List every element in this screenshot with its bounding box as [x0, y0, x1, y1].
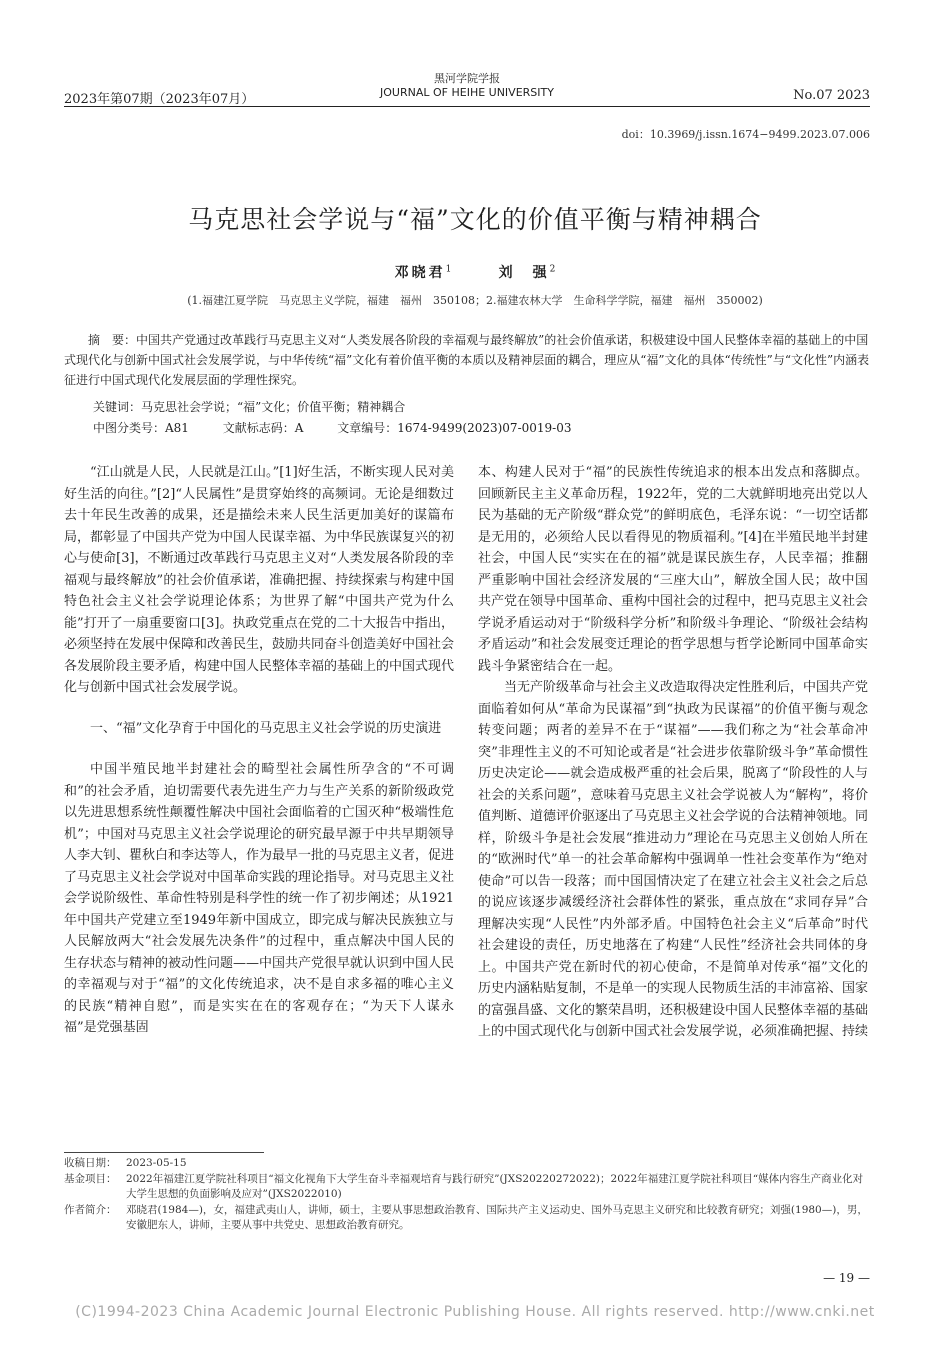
paper-title: 马克思社会学说与“福”文化的价值平衡与精神耦合: [188, 205, 762, 234]
right-column: [478, 462, 868, 1043]
received-date: [64, 1156, 870, 1172]
affiliation: (1.福建江夏学院 马克思主义学院，福建 福州 350108；2.福建农林大学 生命科学学院，福建 福州 350002): [187, 294, 763, 307]
fund-project-label: 基金项目：: [64, 1172, 117, 1185]
classification-line: [93, 419, 602, 436]
article-number: 文章编号：1674-9499(2023)07-0019-03: [337, 421, 572, 435]
received-date-value: 2023-05-15: [126, 1157, 187, 1169]
copyright-watermark: (C)1994-2023 China Academic Journal Electronic Publishing House. All rights reserved. http://www.cnki.net: [75, 1304, 875, 1320]
intro-paragraph: “江山就是人民，人民就是江山。”[1]好生活，不断实现人民对美好生活的向往。”[2]“人民属性”是贯穿始终的高频词。无论是细数过去十年民生改善的成果，还是描绘未来人民生活更加美好的谋篇布局，都彰显了中国共产党为中国人民谋幸福、为中华民族谋复兴的初心与使命[3]，不断通过改革践行马克思主义对“人类发展各阶段的幸福观与最终解放”的社会价值承诺，准确把握、持续探索与构建中国特色社会主义社会学说理论体系；为世界了解“中国共产党为什么能”打开了一扇重要窗口[3]。执政党重点在党的二十大报告中指出，必须坚持在发展中保障和改善民生，鼓励共同奋斗创造美好中国社会各发展阶段主要矛盾，构建中国人民整体幸福的基础上的中国式现代化与创新中国式社会发展学说。: [64, 465, 455, 695]
issue-label: 2023年第07期（2023年07月）: [64, 92, 255, 107]
journal-name-cn: 黑河学院学报: [434, 72, 500, 85]
fund-project-value: 2022年福建江夏学院社科项目“福文化视角下大学生奋斗幸福观培育与践行研究”(JXS20220272022)；2022年福建江夏学院社科项目“媒体内容生产商业化对大学生思想的负面影响及应对”(JXS2022010): [126, 1172, 864, 1200]
doi: doi：10.3969/j.issn.1674−9499.2023.07.006: [621, 128, 870, 141]
footnotes: [64, 1156, 870, 1234]
received-date-label: 收稿日期：: [64, 1157, 117, 1169]
abstract: 摘 要：中国共产党通过改革践行马克思主义对“人类发展各阶段的幸福观与最终解放”的社会价值承诺，积极建设中国人民整体幸福的基础上的中国式现代化与创新中国式社会发展学说，与中华传统“福”文化有着价值平衡的本质以及精神层面的耦合，理应从“福”文化的具体“传统性”与“文化性”内涵表征进行中国式现代化发展层面的学理性探究。: [64, 333, 870, 387]
section-heading-1: 一、“福”文化孕育于中国化的马克思主义社会学说的历史演进: [90, 720, 442, 736]
running-header: [64, 72, 870, 106]
fund-project: [64, 1172, 870, 1203]
header-divider: [64, 106, 870, 107]
body-paragraph: 当无产阶级革命与社会主义改造取得决定性胜利后，中国共产党面临着如何从“革命为民谋福”到“执政为民谋福”的价值平衡与观念转变问题；两者的差异不在于“谋福”——我们称之为“社会革命冲突”非理性主义的不可知论或者是“社会进步依靠阶级斗争”革命惯性历史决定论——就会造成极严重的社会后果，脱离了“阶段性的人与社会的关系问题”，意味着马克思主义社会学说被人为“解构”，将价值判断、道德评价驱逐出了马克思主义社会学说的合法精神领地。同样，阶级斗争是社会发展“推进动力”理论在马克思主义创始人所在的“欧洲时代”单一的社会革命解构中强调单一性社会变革作为“绝对使命”可以告一段落；而中国国情决定了在建立社会主义社会之后总的说应该逐步减缓经济社会群体性的紧张，重点放在“求同存异”合理解决实现“人民性”内外部矛盾。中国特色社会主义“后革命”时代社会建设的责任，历史地落在了构建“人民性”经济社会共同体的身上。中国共产党在新时代的初心使命，不是简单对传承“福”文化的历史内涵粘贴复制，不是单一的实现人民物质生活的丰沛富裕、国家的富强昌盛、文化的繁荣昌明，还积极建设中国人民整体幸福的基础上的中国式现代化与创新中国式社会发展学说，必须准确把握、持续: [478, 680, 869, 1039]
author-bio-label: 作者简介：: [64, 1203, 117, 1216]
author-1: 邓晓君: [394, 265, 446, 281]
keywords: 关键词：马克思社会学说；“福”文化；价值平衡；精神耦合: [93, 400, 406, 414]
body-paragraph: 本、构建人民对于“福”的民族性传统追求的根本出发点和落脚点。回顾新民主主义革命历程，1922年，党的二大就鲜明地亮出党以人民为基础的无产阶级“群众党”的鲜明底色，毛泽东说：“一切空话都是无用的，必须给人民以看得见的物质福利。”[4]在半殖民地半封建社会，中国人民“实实在在的福”就是谋民族生存，人民幸福；推翻严重影响中国社会经济发展的“三座大山”，解放全国人民；故中国共产党在领导中国革命、重构中国社会的过程中，把马克思主义社会学说矛盾运动对于“阶级科学分析”和阶级斗争理论、“阶级社会结构矛盾运动”和社会发展变迁理论的哲学思想与哲学论断同中国革命实践斗争紧密结合在一起。: [478, 465, 869, 674]
author-bio: [64, 1203, 870, 1234]
author-2-affil-mark: 2: [549, 264, 556, 275]
clc-number: 中图分类号：A81: [93, 421, 189, 435]
author-bio-value: 邓晓君(1984—)，女，福建武夷山人，讲师，硕士，主要从事思想政治教育、国际共产主义运动史、国外马克思主义研究和比较教育研究；刘强(1980—)，男，安徽肥东人，讲师，主要从事中共党史、思想政治教育研究。: [126, 1203, 868, 1231]
author-2: 刘 强: [498, 265, 550, 281]
author-1-affil-mark: 1: [445, 264, 452, 275]
journal-name-en: JOURNAL OF HEIHE UNIVERSITY: [380, 86, 554, 99]
issue-number: No.07 2023: [793, 88, 870, 103]
left-column: [64, 462, 454, 1039]
document-code: 文献标志码：A: [222, 421, 304, 435]
body-paragraph: 中国半殖民地半封建社会的畸型社会属性所孕含的“不可调和”的社会矛盾，迫切需要代表先进生产力与生产关系的新阶级政党以先进思想系统性颠覆性解决中国社会面临着的亡国灭种“极端性危机”；中国对马克思主义社会学说理论的研究最早源于中共早期领导人李大钊、瞿秋白和李达等人，作为最早一批的马克思主义者，促进了马克思主义社会学说对中国革命实践的理论指导。对马克思主义社会学说阶级性、革命性特别是科学性的统一作了初步阐述；从1921年中国共产党建立至1949年新中国成立，即完成与解决民族独立与人民解放两大“社会发展先决条件”的过程中，重点解决中国人民的生存状态与精神的被动性问题——中国共产党很早就认识到中国人民的幸福观与对于“福”的文化传统追求，决不是自求多福的唯心主义的民族“精神自慰”，而是实实在在的客观存在；“为天下人谋永福”是党强基固: [64, 762, 455, 1035]
page-number: — 19 —: [823, 1271, 870, 1285]
journal-name: [64, 72, 870, 100]
author-line: [0, 262, 950, 282]
footnote-divider: [64, 1152, 264, 1153]
